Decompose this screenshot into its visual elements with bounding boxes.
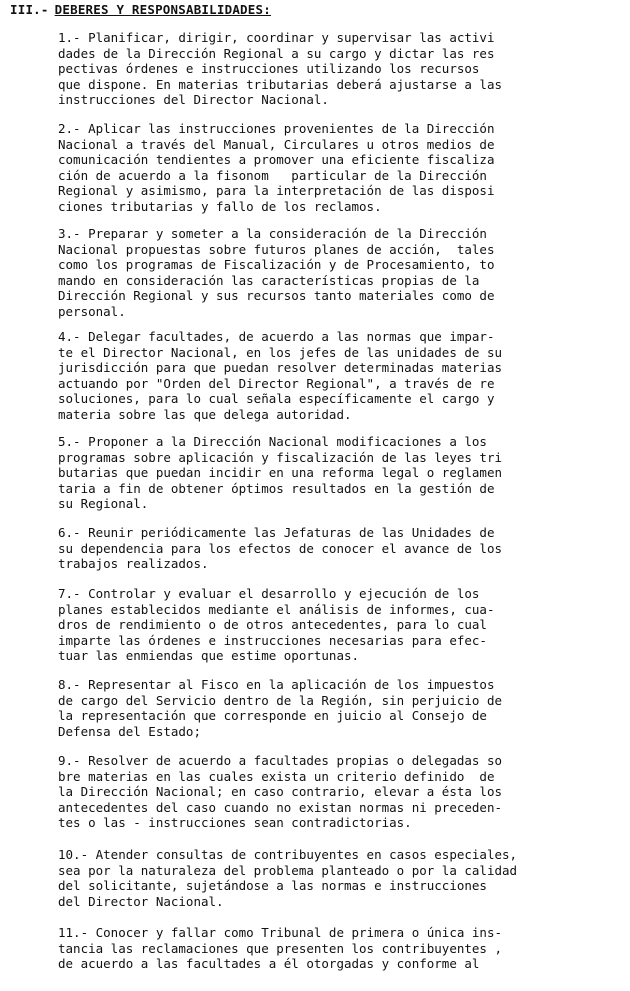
- text-line: planes establecidos mediante el análisis de informes, cua-: [58, 601, 495, 617]
- list-item: [58, 847, 606, 909]
- text-line: trabajos realizados.: [58, 556, 209, 571]
- text-line: 4.- Delegar facultades, de acuerdo a las normas que impar-: [58, 329, 495, 344]
- text-line: del solicitante, sujetándose a las normas e instrucciones: [58, 878, 487, 893]
- list-item: [58, 753, 606, 831]
- text-line: la Dirección Nacional; en caso contrario, elevar a ésta los: [58, 784, 503, 799]
- text-line: materia sobre las que delega autoridad.: [58, 406, 352, 422]
- text-line: Nacional propuestas sobre futuros planes de acción, tales: [58, 241, 495, 257]
- text-line: antecedentes del caso cuando no existan normas ni preceden-: [58, 799, 503, 815]
- text-line: pectivas órdenes e instrucciones utilizando los recursos: [58, 61, 480, 76]
- text-line: Regional y asimismo, para la interpretación de las disposi: [58, 183, 495, 198]
- text-line: como los programas de Fiscalización y de Procesamiento, to: [58, 257, 495, 272]
- text-line: de cargo del Servicio dentro de la Región, sin perjuicio de: [58, 692, 503, 708]
- list-item: [58, 121, 606, 214]
- text-line: imparte las órdenes e instrucciones necesarias para efec-: [58, 632, 487, 648]
- list-item: [58, 226, 606, 319]
- text-line: comunicación tendientes a promover una eficiente fiscaliza: [58, 152, 495, 167]
- text-line: su Regional.: [58, 496, 149, 511]
- text-line: butarias que puedan incidir en una reforma legal o reglamen: [58, 465, 503, 480]
- text-line: que dispone. En materias tributarias deberá ajustarse a las: [58, 76, 503, 92]
- text-line: taria a fin de obtener óptimos resultados en la gestión de: [58, 480, 495, 496]
- section-heading: [10, 2, 271, 18]
- text-line: 11.- Conocer y fallar como Tribunal de primera o única ins-: [58, 925, 503, 940]
- text-line: tuar las enmiendas que estime oportunas.: [58, 648, 360, 663]
- section-numeral: III.-: [10, 2, 49, 17]
- list-item: [58, 30, 606, 108]
- list-item: [58, 434, 606, 512]
- text-line: ción de acuerdo a la fisonom particular de la Dirección: [58, 167, 487, 183]
- text-line: ciones tributarias y fallo de los reclamos.: [58, 198, 382, 214]
- text-line: la representación que corresponde en juicio al Consejo de: [58, 708, 487, 723]
- text-line: tes o las - instrucciones sean contradictorias.: [58, 815, 412, 830]
- section-title: DEBERES Y RESPONSABILIDADES:: [54, 2, 271, 17]
- text-line: instrucciones del Director Nacional.: [58, 92, 329, 107]
- text-line: 8.- Representar al Fisco en la aplicación de los impuestos: [58, 677, 495, 692]
- text-line: programas sobre aplicación y fiscalización de las leyes tri: [58, 449, 503, 465]
- text-line: 10.- Atender consultas de contribuyentes en casos especiales,: [58, 847, 518, 862]
- list-item: [58, 525, 606, 572]
- text-line: Nacional a través del Manual, Circulares u otros medios de: [58, 136, 495, 152]
- text-line: dros de rendimiento o de otros antecedentes, para lo cual: [58, 617, 487, 632]
- text-line: del Director Nacional.: [58, 893, 224, 909]
- text-line: actuando por "Orden del Director Regional", a través de re: [58, 375, 495, 391]
- text-line: sea por la naturaleza del problema planteado o por la calidad: [58, 862, 518, 878]
- text-line: te el Director Nacional, en los jefes de las unidades de su: [58, 344, 503, 360]
- list-item: [58, 329, 606, 422]
- text-line: soluciones, para lo cual señala específicamente el cargo y: [58, 391, 495, 406]
- list-item: [58, 586, 606, 664]
- list-item: [58, 925, 606, 972]
- text-line: Dirección Regional y sus recursos tanto materiales como de: [58, 288, 495, 303]
- text-line: personal.: [58, 303, 126, 319]
- text-line: mando en consideración las características propias de la: [58, 272, 480, 288]
- text-line: 1.- Planificar, dirigir, coordinar y supervisar las activi: [58, 30, 495, 45]
- text-line: Defensa del Estado;: [58, 723, 201, 739]
- text-line: dades de la Dirección Regional a su cargo y dictar las res: [58, 45, 495, 61]
- text-line: 6.- Reunir periódicamente las Jefaturas de las Unidades de: [58, 525, 495, 540]
- text-line: tancia las reclamaciones que presenten los contribuyentes ,: [58, 940, 503, 956]
- text-line: su dependencia para los efectos de conocer el avance de los: [58, 540, 503, 556]
- list-item: [58, 677, 606, 739]
- text-line: jurisdicción para que puedan resolver determinadas materias: [58, 360, 503, 375]
- text-line: 5.- Proponer a la Dirección Nacional modificaciones a los: [58, 434, 487, 449]
- text-line: 2.- Aplicar las instrucciones provenientes de la Dirección: [58, 121, 495, 136]
- text-line: 7.- Controlar y evaluar el desarrollo y ejecución de los: [58, 586, 480, 601]
- text-line: 9.- Resolver de acuerdo a facultades propias o delegadas so: [58, 753, 503, 768]
- text-line: de acuerdo a las facultades a él otorgadas y conforme al: [58, 956, 480, 971]
- text-line: bre materias en las cuales exista un criterio definido de: [58, 768, 495, 784]
- text-line: 3.- Preparar y someter a la consideración de la Dirección: [58, 226, 487, 241]
